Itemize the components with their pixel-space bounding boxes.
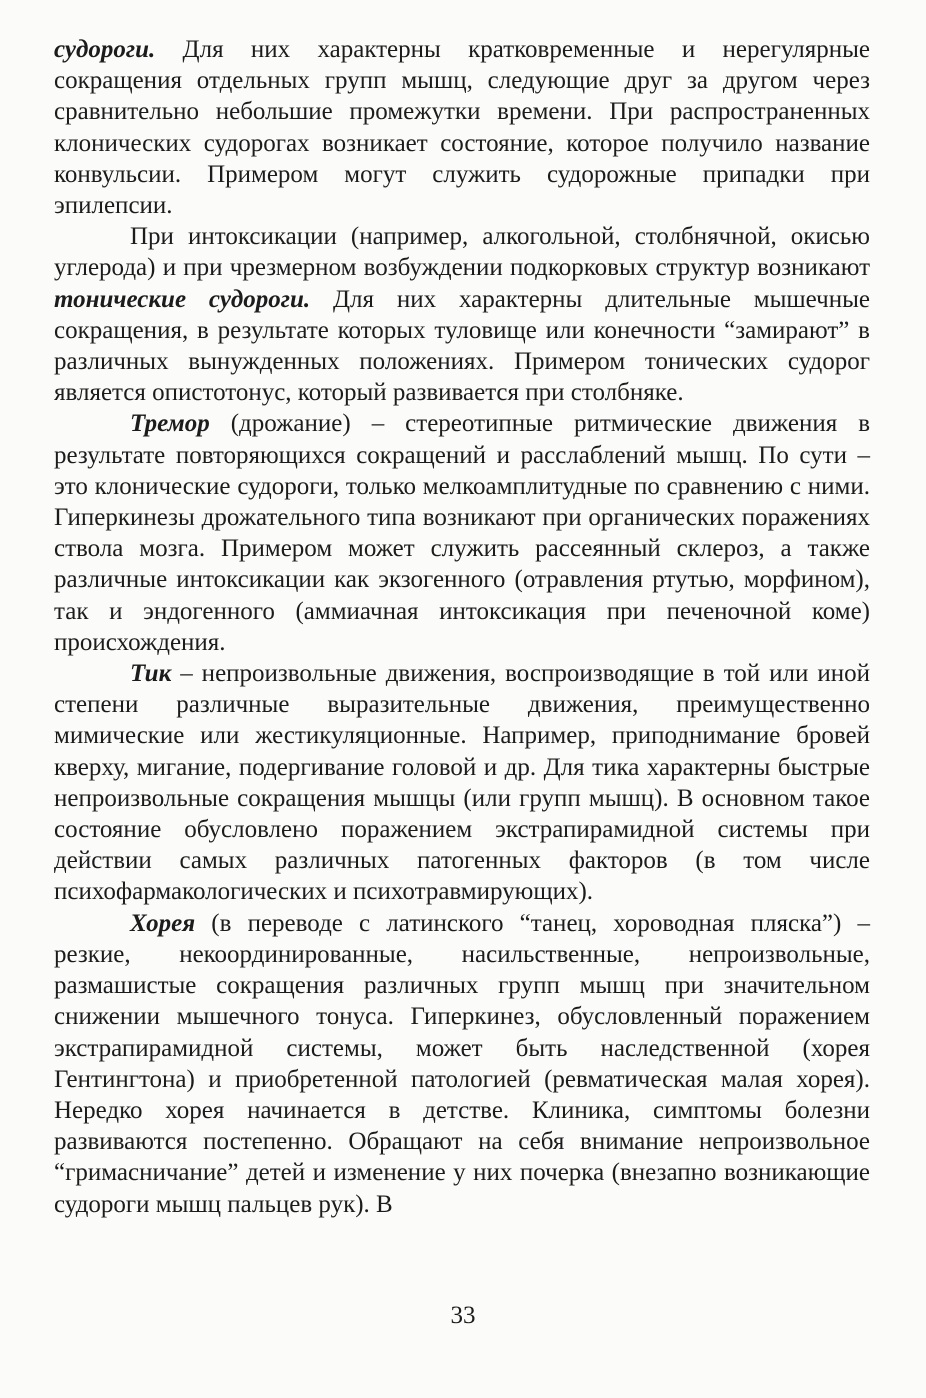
paragraph-text: – непроизвольные движения, воспроизводящие в той или иной степени различные выразительные движения, преимущественно мимические или жестикуляционные. Например, приподнимание бровей кверху, мигание, подергивание головой и др. Для тика характерны быстрые непроизвольные сокращения мышцы (или групп мышц). В основном такое состояние обусловлено поражением экстрапирамидной системы при действии самых различных патогенных факторов (в том числе психофармакологических и психотравмирующих). [54, 660, 870, 906]
paragraph-clonic-seizures [54, 34, 870, 221]
page-number: 33 [450, 1302, 476, 1329]
paragraph-text: Для них характерны кратковременные и нерегулярные сокращения отдельных групп мышц, следующие друг за другом через сравнительно небольшие промежутки времени. При распространенных клонических судорогах возникает состояние, которое получило название конвульсии. Примером могут служить судорожные припадки при эпилепсии. [54, 36, 870, 220]
paragraph-text: Для них характерны длительные мышечные сокращения, в результате которых туловище или конечности “замирают” в различных вынужденных положениях. Примером тонических судорог является опистотонус, который развивается при столбняке. [54, 285, 870, 407]
paragraph-tonic-seizures [54, 221, 870, 408]
paragraph-tic [54, 658, 870, 908]
term-tic: Тик [130, 660, 172, 688]
paragraph-tremor [54, 408, 870, 658]
term-chorea: Хорея [130, 909, 196, 937]
paragraph-text: (дрожание) – стереотипные ритмические движения в результате повторяющихся сокращений и расслаблений мышц. По сути – это клонические судороги, только мелкоамплитудные по сравнению с ними. Гиперкинезы дрожательного типа возникают при органических поражениях ствола мозга. Примером может служить рассеянный склероз, а также различные интоксикации как экзогенного (отравления ртутью, морфином), так и эндогенного (аммиачная интоксикация при печеночной коме) происхождения. [54, 410, 870, 656]
paragraph-chorea [54, 908, 870, 1220]
term-seizures: судороги. [54, 36, 156, 63]
term-tremor: Тремор [130, 410, 210, 438]
paragraph-text: При интоксикации (например, алкогольной, столбнячной, окисью углерода) и при чрезмерном возбуждении подкорковых структур возникают [54, 223, 870, 282]
paragraph-text: (в переводе с латинского “танец, хороводная пляска”) – резкие, некоординированные, насильственные, непроизвольные, размашистые сокращения различных групп мышц при значительном снижении мышечного тонуса. Гиперкинез, обусловленный поражением экстрапирамидной системы, может быть наследственной (хорея Гентингтона) и приобретенной патологией (ревматическая малая хорея). Нередко хорея начинается в детстве. Клиника, симптомы болезни развиваются постепенно. Обращают на себя внимание непроизвольное “гримасничание” детей и изменение у них почерка (внезапно возникающие судороги мышц пальцев рук). В [54, 909, 870, 1218]
term-tonic-seizures: тонические судороги. [54, 285, 311, 313]
